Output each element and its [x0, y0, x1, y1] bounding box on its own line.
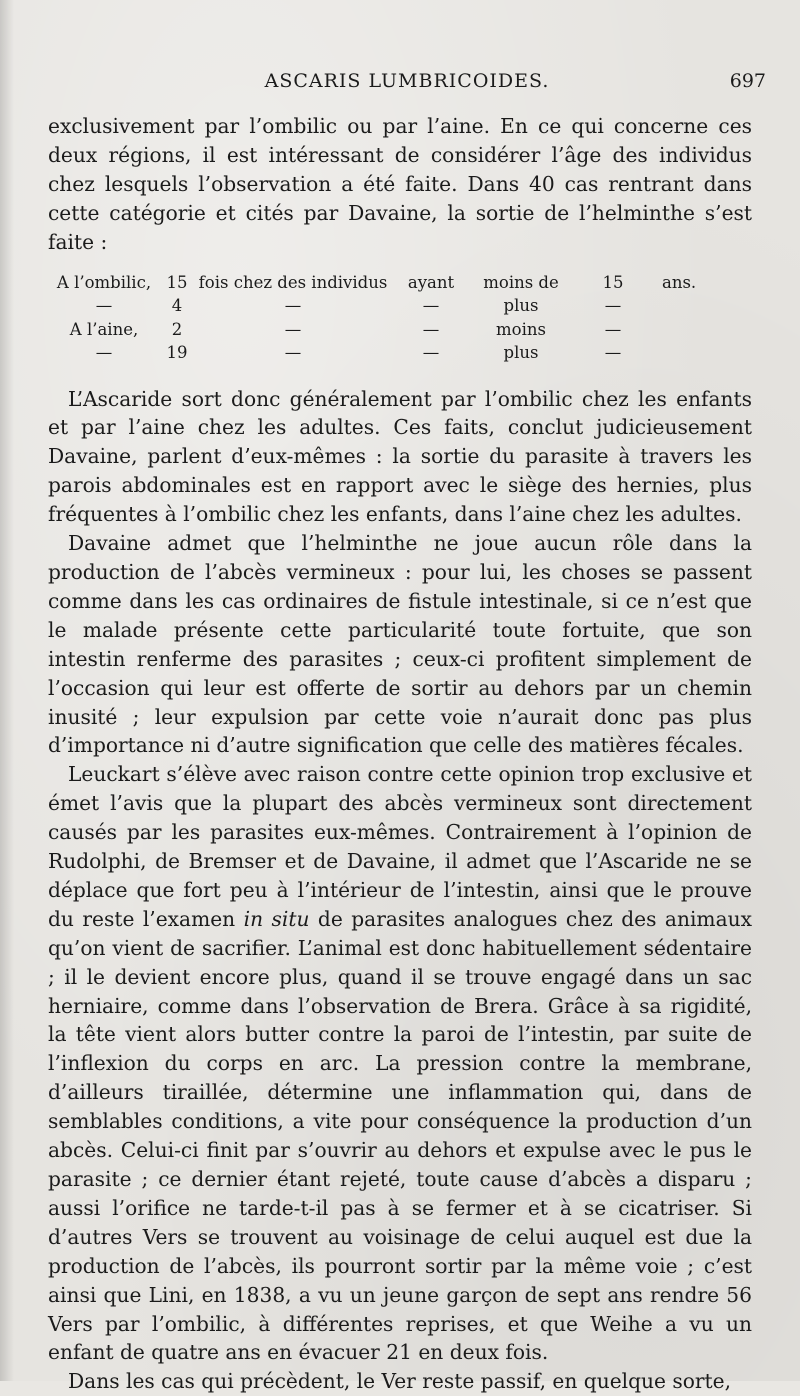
italic-term: in situ — [243, 906, 310, 931]
table-row — [48, 341, 752, 365]
table-cell: moins — [496, 319, 546, 339]
paragraph-conclusion: L’Ascaride sort donc généralement par l’ombilic chez les enfants et par l’aine chez les adultes. Ces faits, conclut judicieusement Davaine, parlent d’eux-mêmes : la sortie du parasite à travers les parois abdominales est en rapport avec le siège des hernies, plus fréquentes à l’ombilic chez les enfants, dans l’aine chez les adultes. — [48, 386, 752, 527]
table-cell: — — [422, 319, 440, 339]
table-row — [48, 318, 752, 342]
table-cell: — — [604, 343, 622, 363]
table-row — [48, 294, 752, 318]
binding-shadow — [0, 0, 14, 1381]
page-number: 697 — [729, 70, 766, 92]
table-cell: — — [422, 343, 440, 363]
table-cell: moins de — [483, 272, 559, 292]
table-cell: 15 — [602, 272, 624, 292]
table-cell: ans. — [662, 272, 697, 292]
table-cell: 2 — [171, 319, 183, 339]
paragraph-leuckart — [48, 760, 752, 1367]
paragraph-davaine: Davaine admet que l’helminthe ne joue aucun rôle dans la production de l’abcès vermineux : pour lui, les choses se passent comme dans les cas ordinaires de fistule intestinale, si ce n’est que le malade présente cette particularité toute fortuite, que son intestin renferme des parasites ; ceux-ci profitent simplement de l’occasion qui leur est offerte de sortir au dehors par un chemin inusité ; leur expulsion par cette voie n’aurait donc pas plus d’importance ni d’autre signification que celle des matières fécales. — [48, 531, 752, 758]
running-title: ASCARIS LUMBRICOIDES. — [264, 70, 550, 92]
table-cell: — — [95, 296, 113, 316]
leuckart-text-end: de parasites analogues chez des animaux qu’on vient de sacrifier. L’animal est donc habituellement sédentaire ; il le devient encore plus, quand il se trouve engagé dans un sac herniaire, comme dans l’observation de Brera. Grâce à sa rigidité, la tête vient alors butter contre la paroi de l’intestin, par suite de l’inflexion du corps en arc. La pression contre la membrane, d’ailleurs tiraillée, détermine une inflammation qui, dans de semblables conditions, a vite pour conséquence la production d’un abcès. Celui-ci finit par s’ouvrir au dehors et expulse avec le pus le parasite ; ce dernier étant rejeté, toute cause d’abcès a disparu ; aussi l’orifice ne tarde-t-il pas à se fermer et à se cicatriser. Si d’autres Vers se trouvent au voisinage de celui auquel est due la production de l’abcès, ils pourront sortir par la même voie ; c’est ainsi que Lini, en 1838, a vu un jeune garçon de sept ans rendre 56 Vers par l’ombilic, à différentes reprises, et que Weihe a vu un enfant de quatre ans en évacuer 21 en deux fois. — [48, 906, 752, 1365]
paragraph-opening: exclusivement par l’ombilic ou par l’aine. En ce qui concerne ces deux régions, il est intéressant de considérer l’âge des individus chez lesquels l’observation a été faite. Dans 40 cas rentrant dans cette catégorie et cités par Davaine, la sortie de l’helminthe s’est faite : — [48, 114, 752, 254]
table-cell: 4 — [171, 296, 183, 316]
table-cell: — — [284, 319, 302, 339]
table-cell — [654, 341, 752, 365]
table-cell: 19 — [166, 343, 188, 363]
table-cell: ayant — [407, 272, 455, 292]
table-cell: — — [284, 296, 302, 316]
paragraph-final: Dans les cas qui précèdent, le Ver reste passif, en quelque sorte, — [68, 1369, 732, 1394]
table-cell: 15 — [166, 272, 188, 292]
table-cell — [654, 318, 752, 342]
table-cell: — — [284, 343, 302, 363]
table-cell: — — [422, 296, 440, 316]
table-cell: — — [604, 319, 622, 339]
page-header — [48, 70, 766, 100]
page-body — [48, 112, 752, 1396]
table-row — [48, 271, 752, 295]
table-cell: plus — [503, 343, 539, 363]
table-cell — [654, 294, 752, 318]
table-cell: fois chez des individus — [198, 272, 388, 292]
table-cell: — — [95, 343, 113, 363]
leuckart-text-start: Leuckart s’élève avec raison contre cette opinion trop exclusive et émet l’avis que la plupart des abcès vermineux sont directement causés par les parasites eux-mêmes. Contrairement à l’opinion de Rudolphi, de Bremser et de Davaine, il admet que l’Ascaride ne se déplace que fort peu à l’intérieur de l’intestin, ainsi que le prouve du reste l’examen — [48, 762, 752, 931]
table-cell: — — [604, 296, 622, 316]
table-cell: plus — [503, 296, 539, 316]
table-cell: A l’ombilic, — [56, 272, 152, 292]
table-cell: A l’aine, — [69, 319, 139, 339]
statistics-table — [48, 271, 752, 365]
